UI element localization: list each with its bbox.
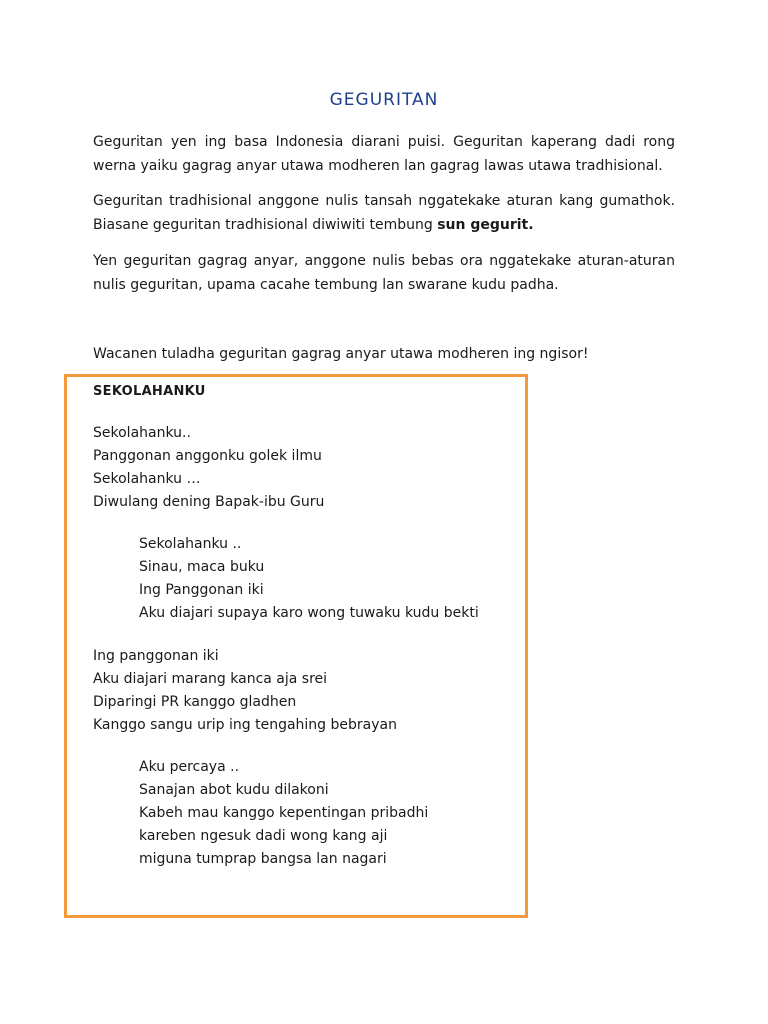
poem-stanza-2	[139, 533, 479, 625]
poem-line: Panggonan anggonku golek ilmu	[93, 448, 322, 464]
poem-line: Aku diajari supaya karo wong tuwaku kudu bekti	[139, 605, 479, 621]
modern-paragraph: Yen geguritan gagrag anyar, anggone nulis bebas ora nggatekake aturan-aturan nulis geguritan, upama cacahe tembung lan swarane kudu padha.	[93, 253, 675, 293]
traditional-paragraph	[93, 189, 675, 237]
poem-line: Kanggo sangu urip ing tengahing bebrayan	[93, 717, 397, 733]
instruction-paragraph: Wacanen tuladha geguritan gagrag anyar utawa modheren ing ngisor!	[93, 346, 589, 362]
poem-line: Kabeh mau kanggo kepentingan pribadhi	[139, 805, 429, 821]
poem-stanza-4	[139, 756, 428, 871]
poem-line: Ing Panggonan iki	[139, 582, 264, 598]
poem-line: Aku diajari marang kanca aja srei	[93, 671, 328, 687]
poem-stanza-1	[93, 422, 324, 514]
poem-line: Diparingi PR kanggo gladhen	[93, 694, 297, 710]
traditional-paragraph-keyword: sun gegurit.	[437, 217, 534, 233]
poem-line: miguna tumprap bangsa lan nagari	[139, 851, 387, 867]
poem-line: Sanajan abot kudu dilakoni	[139, 782, 329, 798]
poem-stanza-3	[93, 645, 397, 737]
poem-line: Sekolahanku..	[93, 425, 191, 441]
poem-line: kareben ngesuk dadi wong kang aji	[139, 828, 388, 844]
poem-line: Aku percaya ..	[139, 759, 240, 775]
poem-line: Sinau, maca buku	[139, 559, 265, 575]
poem-title: SEKOLAHANKU	[93, 384, 206, 399]
poem-line: Sekolahanku …	[93, 471, 201, 487]
poem-line: Sekolahanku ..	[139, 536, 242, 552]
intro-paragraph: Geguritan yen ing basa Indonesia diarani puisi. Geguritan kaperang dadi rong werna yaiku gagrag anyar utawa modheren lan gagrag lawas utawa tradhisional.	[93, 134, 675, 174]
traditional-paragraph-text: Geguritan tradhisional anggone nulis tansah nggatekake aturan kang gumathok. Biasane geguritan tradhisional diwiwiti tembung	[93, 193, 675, 233]
poem-line: Diwulang dening Bapak-ibu Guru	[93, 494, 325, 510]
page-title: GEGURITAN	[329, 90, 439, 110]
poem-line: Ing panggonan iki	[93, 648, 219, 664]
